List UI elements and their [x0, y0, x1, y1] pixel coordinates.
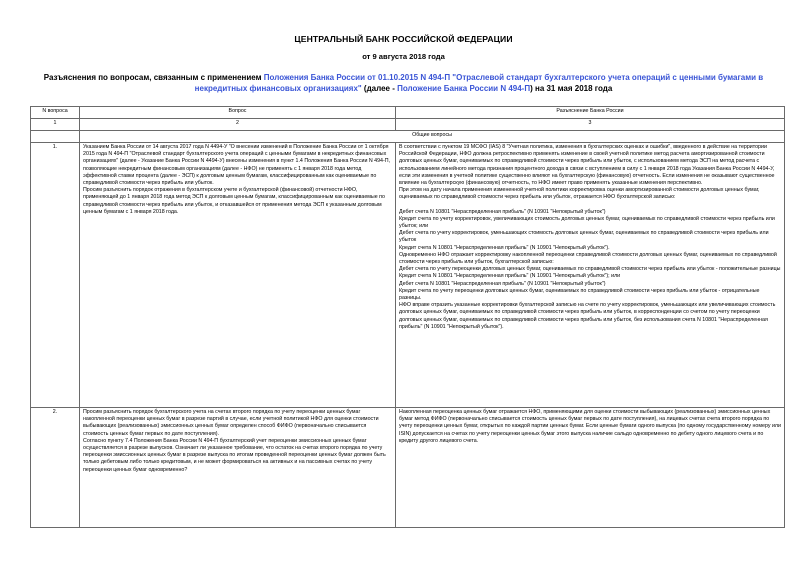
- table-header-row: [31, 107, 785, 119]
- answer-paragraph: НФО вправе отразить указанные корректировки бухгалтерской записью на счете по учету корректировок, уменьшающих или увеличивающих стоимость долговых ценных бумаг, оцениваемых по справедливой стоимости через прибыль или убыток, в корреспонденции со счетом по учету переоценки долговых ценных бумаг, оцениваемых по справедливой стоимости через прибыль или убыток, без использования счета N 10801 "Нераспределенная прибыль" (N 10901 "Непокрытый убыток").: [399, 302, 776, 330]
- question-number: 1.: [31, 143, 80, 408]
- column-number: 3: [396, 119, 785, 131]
- answer-paragraph: Дебет счета по учету переоценки долговых ценных бумаг, оцениваемых по справедливой стоимости через прибыль или убыток - положительные разницы: [399, 266, 781, 273]
- answer-cell: [396, 408, 785, 528]
- answer-paragraph: При этом на дату начала применения измененной учетной политики корректировка оценки амортизированной стоимости долговых ценных бумаг, оцениваемых по справедливой стоимости через прибыль или убыток, отражается НФО бухгалтерской записью:: [399, 187, 760, 201]
- section-row: [31, 131, 785, 143]
- answer-paragraph: Кредит счета N 10801 "Нераспределенная прибыль" (N 10901 "Непокрытый убыток"); или: [399, 273, 621, 280]
- answer-paragraph: Кредит счета N 10801 "Нераспределенная прибыль" (N 10901 "Непокрытый убыток").: [399, 244, 610, 251]
- section-title: Общие вопросы: [80, 131, 785, 143]
- answer-paragraph: Накопленная переоценка ценных бумаг отражается НФО, применяющими для оценки стоимости выбывающих (реализованных) эмиссионных ценных бумаг метод ФИФО (первоначально списывается стоимость ценных бумаг первых по дате поступления), на лицевых счетах счета второго порядка по учету переоценки ценных бумаг, открытых по каждой партии ценных бумаг. Если ценные бумаги одного выпуска (по одному государственному номеру или ISIN) допускается на счетах по учету переоценки ценных бумаг этого выпуска наличие сальдо одновременно по дебету одного лицевого счета и по кредиту другого лицевого счета.: [399, 409, 781, 444]
- answer-paragraph: В соответствии с пунктом 19 МСФО (IAS) 8 "Учетная политика, изменения в бухгалтерских оценках и ошибки", введенного в действие на территории Российской Федерации, НФО должна ретроспективно применять изменение в своей учетной политике метод расчета амортизированной стоимости долговых ценных бумаг, оцениваемых по справедливой стоимости через прибыль или убыток, с использованием метода ЭСП на метод расчета с использованием линейного метода признания процентного дохода в связи с вступлением в силу с 1 января 2018 года Указания Банка России N 4494-У, если эти изменения в учетной политике существенно влияют на бухгалтерскую (финансовую) отчетность. Если изменения не оказывают существенное влияние на бухгалтерскую (финансовую) отчетность, то НФО имеет право применять указанные изменения перспективно.: [399, 144, 775, 187]
- column-number: 2: [80, 119, 396, 131]
- table-row: [31, 408, 785, 528]
- question-paragraph: Просим разъяснить порядок бухгалтерского учета на счетах второго порядка по учету переоценки ценных бумаг накопленной переоценки ценных бумаг в разрезе партий в случае, если учетной политикой НФО для оценки стоимости выбывающих (реализованных) эмиссионных ценных бумаг определен способ ФИФО (первоначально списывается стоимость ценных бумаг первых по дате поступления).: [83, 409, 379, 437]
- page-subtitle: [40, 73, 767, 94]
- column-header-number: N вопроса: [31, 107, 80, 119]
- qa-table: [30, 106, 785, 528]
- answer-paragraph: Кредит счета по учету переоценки долговых ценных бумаг, оцениваемых по справедливой стоимости через прибыль или убыток - отрицательные разницы.: [399, 287, 760, 302]
- column-header-question: Вопрос: [80, 107, 396, 119]
- question-paragraph: Согласно пункту 7.4 Положения Банка России N 494-П бухгалтерский учет переоценки эмиссионных ценных бумаг осуществляется в разрезе выпусков. Означает ли указанное требование, что остаток на счетах второго порядка по учету переоценки эмиссионных ценных бумаг в разрезе выпуска по итогам проведенной переоценки ценных бумаг должен быть только дебетовым либо только кредитовым, и не может формироваться на активных и на пассивных счетах по учету переоценки ценных бумаг одновременно?: [83, 437, 386, 473]
- answer-paragraph: Кредит счета по учету корректировок, увеличивающих стоимость долговых ценных бумаг, оцениваемых по справедливой стоимости через прибыль или убыток; или: [399, 215, 775, 230]
- column-number-row: [31, 119, 785, 131]
- answer-cell: [396, 143, 785, 408]
- question-cell: [80, 408, 396, 528]
- column-header-answer: Разъяснение Банка России: [396, 107, 785, 119]
- column-number: 1: [31, 119, 80, 131]
- subtitle-text-post: ) на 31 мая 2018 года: [530, 83, 613, 93]
- question-paragraph: Указанием Банка России от 14 августа 2017 года N 4494-У "О внесении изменений в Положение Банка России от 1 октября 2015 года N 494-П "Отраслевой стандарт бухгалтерского учета операций с ценными бумагами в некредитных финансовых организациях" (далее - Указание Банка России N 4494-У) внесены изменения в пункт 1.4 Положения Банка России N 494-П, позволяющие некредитным финансовым организациям (далее - НФО) не применять с 1 января 2018 года метод эффективной ставки процента (далее - ЭСП) к долговым ценным бумагам, классифицированным как оцениваемые по справедливой стоимости через прибыль или убыток.: [83, 144, 391, 187]
- page-title: ЦЕНТРАЛЬНЫЙ БАНК РОССИЙСКОЙ ФЕДЕРАЦИИ: [294, 34, 513, 44]
- regulation-link[interactable]: Положения Банка России от 01.10.2015 N 494-П "Отраслевой стандарт бухгалтерского учета операций с ценными бумагами в некредитных финансовых организациях": [194, 73, 764, 93]
- section-spacer: [31, 131, 80, 143]
- answer-paragraph: Дебет счета по учету корректировок, уменьшающих стоимость долговых ценных бумаг, оцениваемых по справедливой стоимости через прибыль или убыток: [399, 230, 769, 244]
- subtitle-text-pre: Разъяснения по вопросам, связанным с применением: [43, 73, 264, 82]
- answer-paragraph: Дебет счета N 10801 "Нераспределенная прибыль" (N 10901 "Непокрытый убыток"): [399, 280, 606, 287]
- answer-paragraph: Одновременно НФО отражает корректировку накопленной переоценки справедливой стоимости долговых ценных бумаг, оцениваемых по справедливой стоимости через прибыль или убыток, бухгалтерской записью:: [399, 251, 777, 266]
- question-paragraph: Просим разъяснить порядок отражения в бухгалтерском учете и бухгалтерской (финансовой) отчетности НФО, применяющей до 1 января 2018 года метод ЭСП к долговым ценным бумагам, классифицированным как оцениваемые по справедливой стоимости через прибыль или убыток, и отказавшейся от применения метода ЭСП к указанным долговым ценным бумагам с 1 января 2018 года.: [83, 187, 385, 215]
- answer-paragraph: Дебет счета N 10801 "Нераспределенная прибыль" (N 10901 "Непокрытый убыток"): [399, 208, 606, 215]
- regulation-short-link[interactable]: Положение Банка России N 494-П: [397, 83, 531, 93]
- page-date: от 9 августа 2018 года: [362, 52, 445, 61]
- table-row: [31, 143, 785, 408]
- question-number: 2.: [31, 408, 80, 528]
- question-cell: [80, 143, 396, 408]
- answer-paragraph: [399, 202, 781, 209]
- subtitle-text-mid: (далее -: [361, 83, 398, 93]
